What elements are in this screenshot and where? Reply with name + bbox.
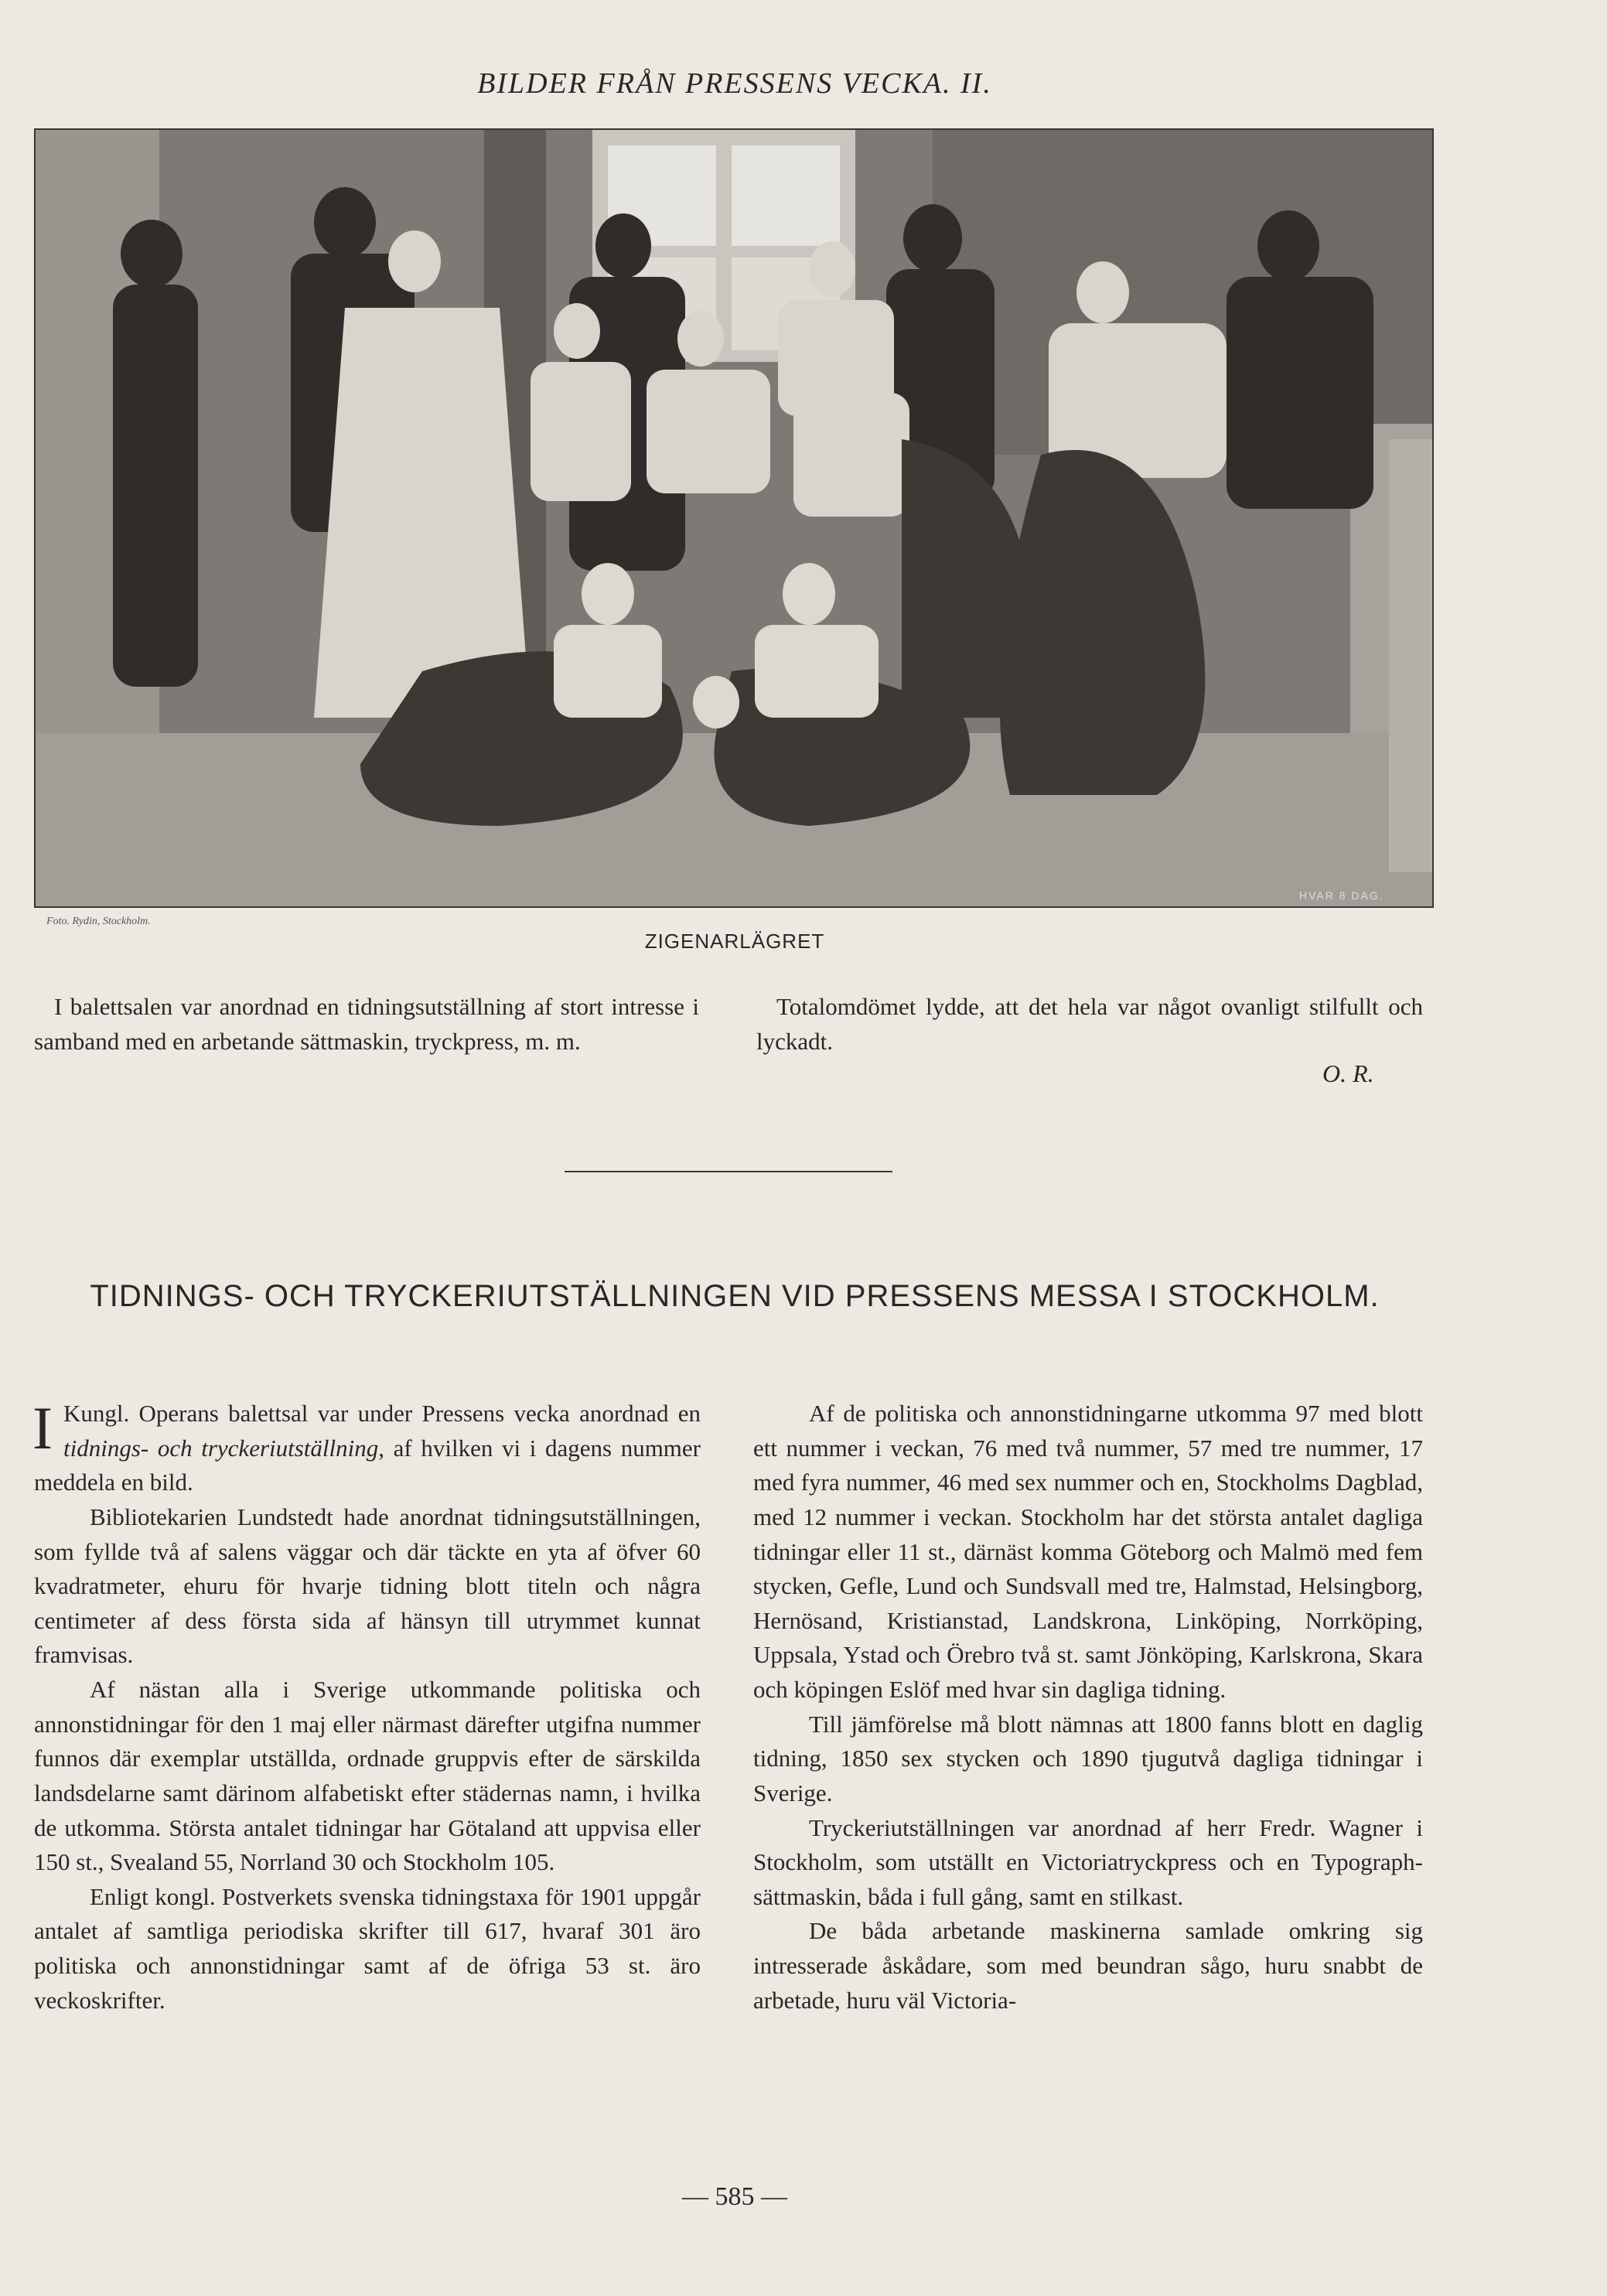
drop-cap: I <box>32 1394 53 1462</box>
photo-caption: ZIGENARLÄGRET <box>644 930 825 953</box>
article-left-column <box>32 1394 701 2018</box>
page-number: — 585 — <box>682 2182 787 2211</box>
article-paragraph: De båda arbetande maskinerna samlade omkring sig intresserade åskådare, som med beundran sågo, huru snabbt de arbetade, huru väl Victoria- <box>753 1917 1423 2014</box>
emphasis-text: tidnings- och tryckeriutställning <box>63 1434 379 1462</box>
article-paragraph: Af nästan alla i Sverige utkommande politiska och annonstidningar för den 1 maj eller närmast därefter utgifna nummer funnos där exemplar utställda, ordnade gruppvis efter de särskilda landsdelarne samt därinom alfabetiskt efter städernas namn, i hvilka de utkomma. Största antalet tidningar har Götaland att uppvisa eller 150 st., Svealand 55, Norrland 30 och Stockholm 105. <box>34 1676 701 1876</box>
article-paragraph: Af de politiska och annonstidningarne utkomma 97 med blott ett nummer i veckan, 76 med två nummer, 57 med tre nummer, 17 med fyra nummer, 46 med sex nummer och en, Stockholms Dagblad, med 12 nummer i veckan. Stockholm har det största antalet dagliga tidningar eller 11 st., därnäst komma Göteborg och Malmö med fem stycken, Gefle, Lund och Sundsvall med tre, Halmstad, Helsingborg, Hernösand, Kristianstad, Landskrona, Linköping, Norrköping, Uppsala, Ystad och Örebro två st. samt Jönköping, Karlskrona, Skara och köpingen Eslöf med hvar sin dagliga tidning. <box>753 1400 1423 1703</box>
paragraph-text: , af hvilken vi i dagens nummer meddela en bild. <box>34 1434 701 1496</box>
author-signature: O. R. <box>1322 1059 1374 1087</box>
intro-left-column <box>34 990 699 1059</box>
intro-paragraph: Totalomdömet lydde, att det hela var något ovanligt stilfullt och lyckadt. <box>756 993 1423 1055</box>
article-paragraph: Till jämförelse må blott nämnas att 1800 fanns blott en daglig tidning, 1850 sex stycken och 1890 tjugutvå dagliga tidningar i Sverige. <box>753 1710 1423 1806</box>
photo-credit: Foto. Rydin, Stockholm. <box>46 916 151 927</box>
group-photograph <box>34 128 1434 908</box>
article-paragraph <box>32 1394 701 1500</box>
intro-right-column <box>756 990 1423 1059</box>
paragraph-text: Kungl. Operans balettsal var under Pressens vecka anordnad en <box>63 1400 701 1427</box>
article-title: TIDNINGS- OCH TRYCKERIUTSTÄLLNINGEN VID PRESSENS MESSA I STOCKHOLM. <box>90 1279 1380 1313</box>
article-paragraph: Bibliotekarien Lundstedt hade anordnat tidningsutställningen, som fyllde två af salens väggar och där täckte en yta af öfver 60 kvadratmeter, ehuru för hvarje tidning blott titeln och några centimeter af dess första sida af hänsyn till utrymmet kunnat framvisas. <box>34 1503 701 1669</box>
photo-stamp: HVAR 8 DAG. <box>1299 889 1384 902</box>
photograph-illustration <box>36 130 1432 906</box>
intro-paragraph: I balettsalen var anordnad en tidningsutställning af stort intresse i samband med en arbetande sättmaskin, tryckpress, m. m. <box>34 993 699 1055</box>
article-right-column <box>753 1397 1423 2018</box>
article-paragraph: Tryckeriutställningen var anordnad af herr Fredr. Wagner i Stockholm, som utställt en Victoriatryckpress och en Typograph-sättmaskin, båda i full gång, samt en stilkast. <box>753 1813 1423 1910</box>
article-paragraph: Enligt kongl. Postverkets svenska tidningstaxa för 1901 uppgår antalet af samtliga periodiska skrifter till 617, hvaraf 301 äro politiska och annonstidningar samt af de öfriga 53 st. äro veckoskrifter. <box>34 1882 701 2014</box>
running-head: BILDER FRÅN PRESSENS VECKA. II. <box>477 67 992 100</box>
section-divider <box>565 1171 892 1172</box>
